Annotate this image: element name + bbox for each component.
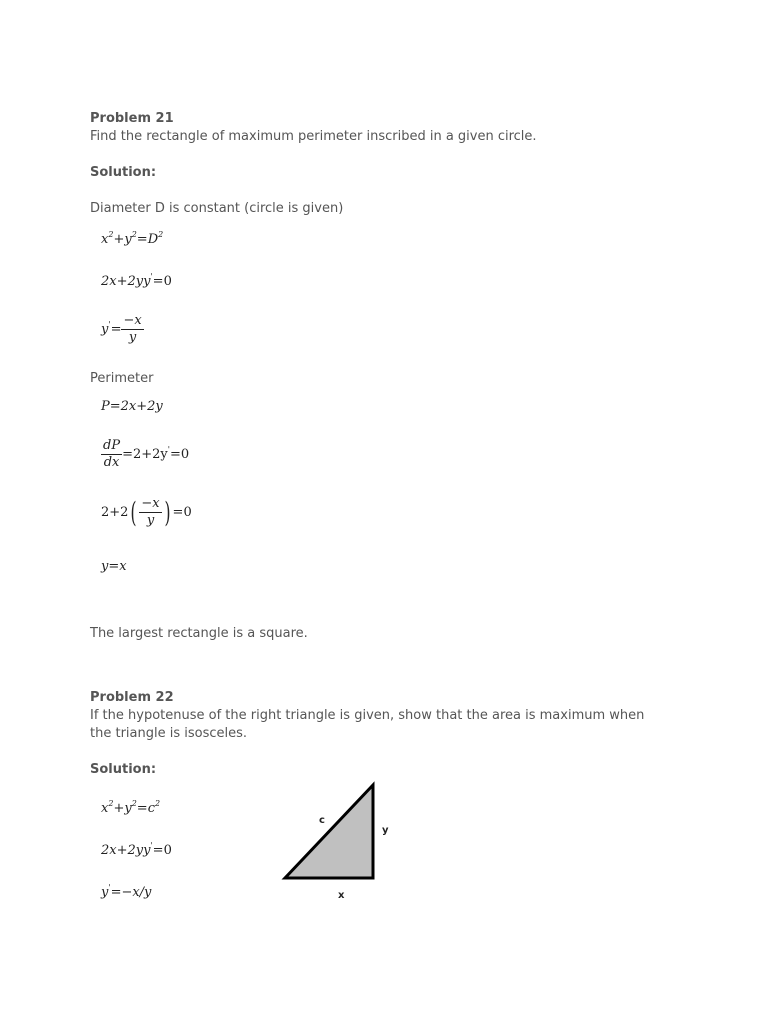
eq-term: =0 (172, 505, 192, 520)
base-label: x (338, 890, 345, 901)
eq-prime: ' (108, 320, 111, 329)
eq-operator: = (110, 322, 122, 337)
hypotenuse-label: c (319, 815, 325, 826)
problem-21-intro: Diameter D is constant (circle is given) (90, 201, 344, 216)
eq-term: 2x+2yy (101, 274, 151, 289)
eq-term: x (101, 232, 109, 247)
p21-equation-slope (101, 313, 144, 346)
fraction-numerator: dP (103, 438, 121, 453)
eq-term: y (101, 885, 109, 900)
right-triangle-figure (270, 775, 410, 905)
fraction-denominator: dx (103, 455, 120, 470)
eq-prime: ' (150, 841, 153, 850)
eq-exponent: 2 (131, 230, 137, 239)
eq-term: =2+2y (122, 447, 168, 462)
problem-22-solution-label: Solution: (90, 762, 157, 777)
p21-equation-circle (101, 232, 163, 248)
p21-equation-dp-dx (101, 438, 189, 471)
eq-prime: ' (150, 272, 153, 281)
fraction-denominator: y (128, 330, 137, 345)
right-parenthesis: ) (164, 495, 171, 529)
fraction (139, 496, 161, 529)
eq-exponent: 2 (158, 230, 164, 239)
eq-exponent: 2 (108, 230, 114, 239)
problem-21-solution-label: Solution: (90, 165, 157, 180)
eq-term: y (124, 232, 132, 247)
eq-operator: = (136, 801, 148, 816)
fraction (101, 438, 122, 471)
eq-term: c (147, 801, 155, 816)
eq-term: =0 (152, 843, 172, 858)
eq-term: =0 (152, 274, 172, 289)
problem-22-statement-line2: the triangle is isosceles. (90, 726, 248, 741)
problem-22-title: Problem 22 (90, 690, 174, 705)
eq-term: =0 (169, 447, 190, 462)
problem-21-statement: Find the rectangle of maximum perimeter inscribed in a given circle. (90, 129, 537, 144)
fraction-numerator: −x (123, 313, 142, 328)
eq-exponent: 2 (154, 799, 161, 808)
eq-exponent: 2 (108, 799, 114, 808)
p21-equation-perimeter: P=2x+2y (101, 399, 163, 414)
problem-21-title: Problem 21 (90, 111, 174, 126)
eq-operator: = (136, 232, 148, 247)
p21-equation-substitution (101, 496, 192, 529)
problem-21-conclusion: The largest rectangle is a square. (90, 626, 308, 641)
eq-term: y (101, 322, 109, 337)
p22-equation-derivative (101, 843, 172, 859)
perimeter-label: Perimeter (90, 371, 154, 386)
left-parenthesis: ( (130, 495, 137, 529)
problem-22-statement-line1: If the hypotenuse of the right triangle is given, show that the area is maximum when (90, 708, 645, 723)
eq-term: x (101, 801, 109, 816)
eq-operator: + (113, 232, 125, 247)
fraction-numerator: −x (141, 496, 160, 511)
height-label: y (382, 825, 389, 836)
eq-term: D (147, 232, 159, 247)
fraction-denominator: y (146, 513, 155, 528)
right-triangle-shape (285, 785, 373, 878)
eq-prime: ' (108, 883, 111, 892)
eq-operator: + (113, 801, 125, 816)
p21-equation-result: y=x (101, 559, 127, 574)
fraction (121, 313, 143, 346)
eq-prime: ' (167, 445, 170, 454)
p21-equation-derivative (101, 274, 172, 290)
eq-exponent: 2 (131, 799, 137, 808)
eq-term: y (124, 801, 132, 816)
eq-term: 2x+2yy (101, 843, 151, 858)
p22-equation-slope (101, 885, 151, 901)
eq-term: 2+2 (101, 505, 129, 520)
eq-term: =−x/y (110, 885, 152, 900)
p22-equation-pythagoras (101, 801, 160, 817)
